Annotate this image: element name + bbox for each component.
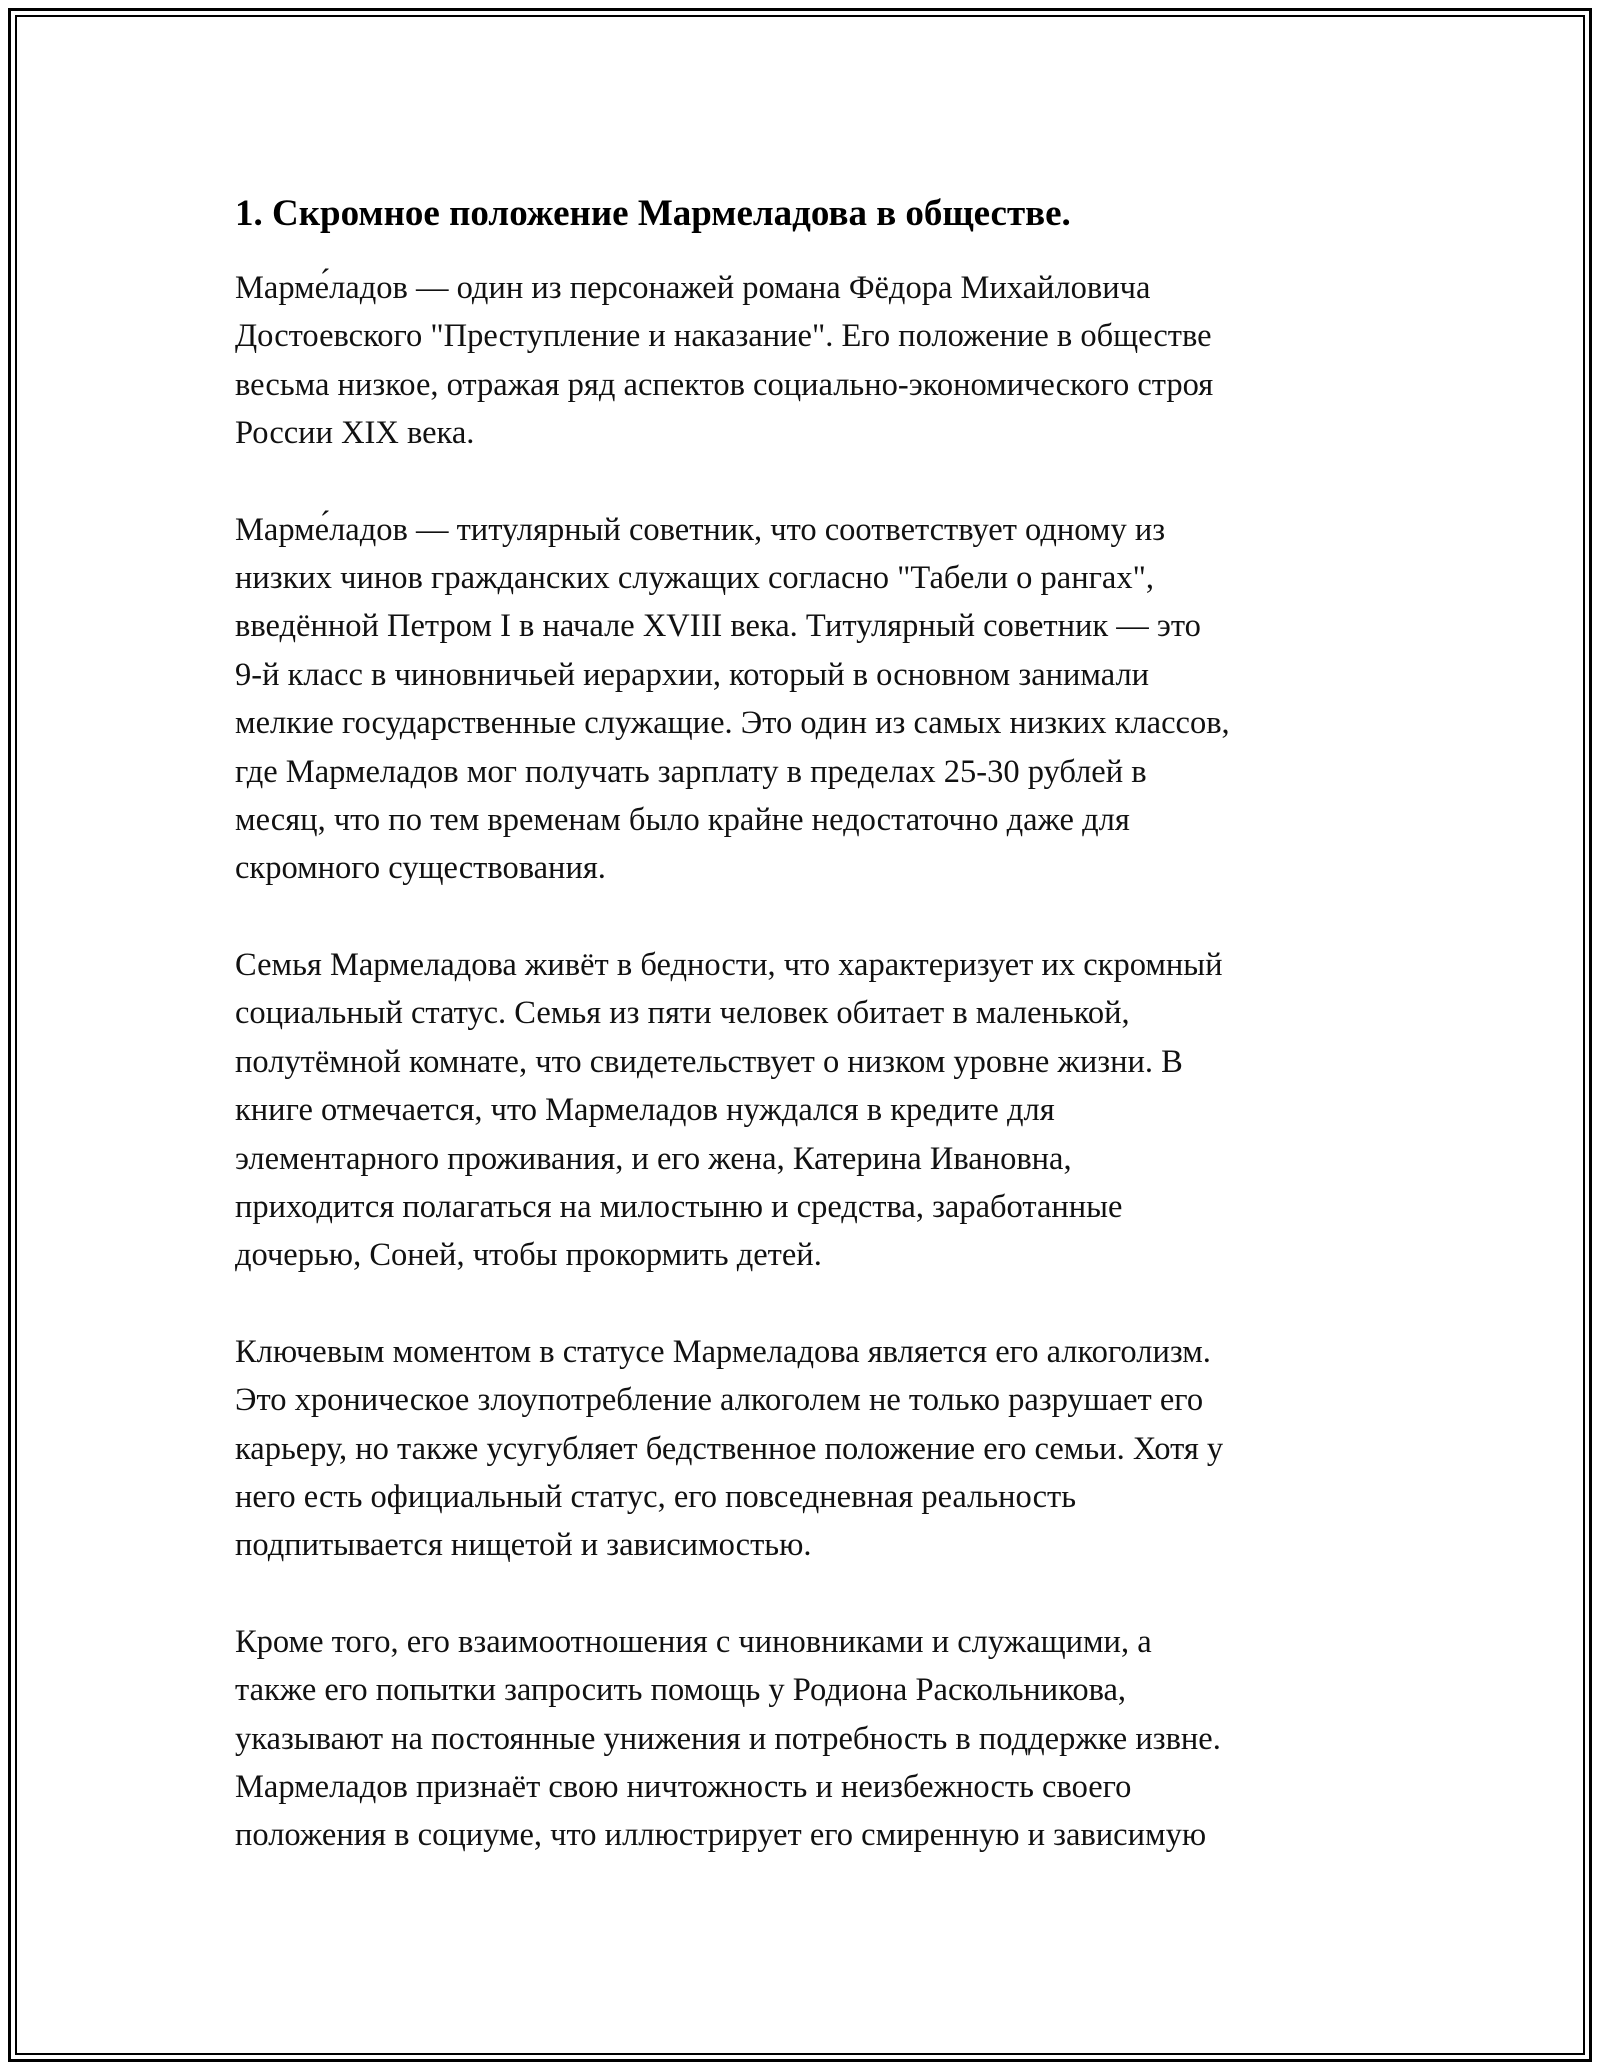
paragraph-5: Кроме того, его взаимоотношения с чиновниками и служащими, а также его попытки запросить помощь у Родиона Раскольникова, указывают на постоянные унижения и потребность в поддержке извне. Мармеладов признаёт свою ничтожность и неизбежность своего положения в социуме, что иллюстрирует его смиренную и зависимую — [235, 1623, 1221, 1854]
document-body — [235, 186, 1375, 1908]
paragraph-4: Ключевым моментом в статусе Мармеладова является его алкоголизм. Это хроническое злоупотребление алкоголем не только разрушает его карьеру, но также усугубляет бедственное положение его семьи. Хотя у него есть официальный статус, его повседневная реальность подпитывается нищетой и зависимостью. — [235, 1333, 1224, 1564]
section-heading: 1. Скромное положение Мармеладова в обществе. — [235, 193, 1071, 234]
paragraph-2: Марме́ладов — титулярный советник, что соответствует одному из низких чинов гражданских служащих согласно "Табели о рангах", введённой Петром I в начале XVIII века. Титулярный советник — это 9-й класс в чиновничьей иерархии, который в основном занимали мелкие государственные служащие. Это один из самых низких классов, где Мармеладов мог получать зарплату в пределах 25-30 рублей в месяц, что по тем временам было крайне недостаточно даже для скромного существования. — [235, 511, 1230, 887]
paragraph-3: Семья Мармеладова живёт в бедности, что характеризует их скромный социальный статус. Семья из пяти человек обитает в маленькой, полутёмной комнате, что свидетельствует о низком уровне жизни. В книге отмечается, что Мармеладов нуждался в кредите для элементарного проживания, и его жена, Катерина Ивановна, приходится полагаться на милостыню и средства, заработанные дочерью, Соней, чтобы прокормить детей. — [235, 946, 1223, 1274]
paragraph-1: Марме́ладов — один из персонажей романа Фёдора Михайловича Достоевского "Преступление и наказание". Его положение в обществе весьма низкое, отражая ряд аспектов социально-экономического строя России XIX века. — [235, 270, 1214, 452]
